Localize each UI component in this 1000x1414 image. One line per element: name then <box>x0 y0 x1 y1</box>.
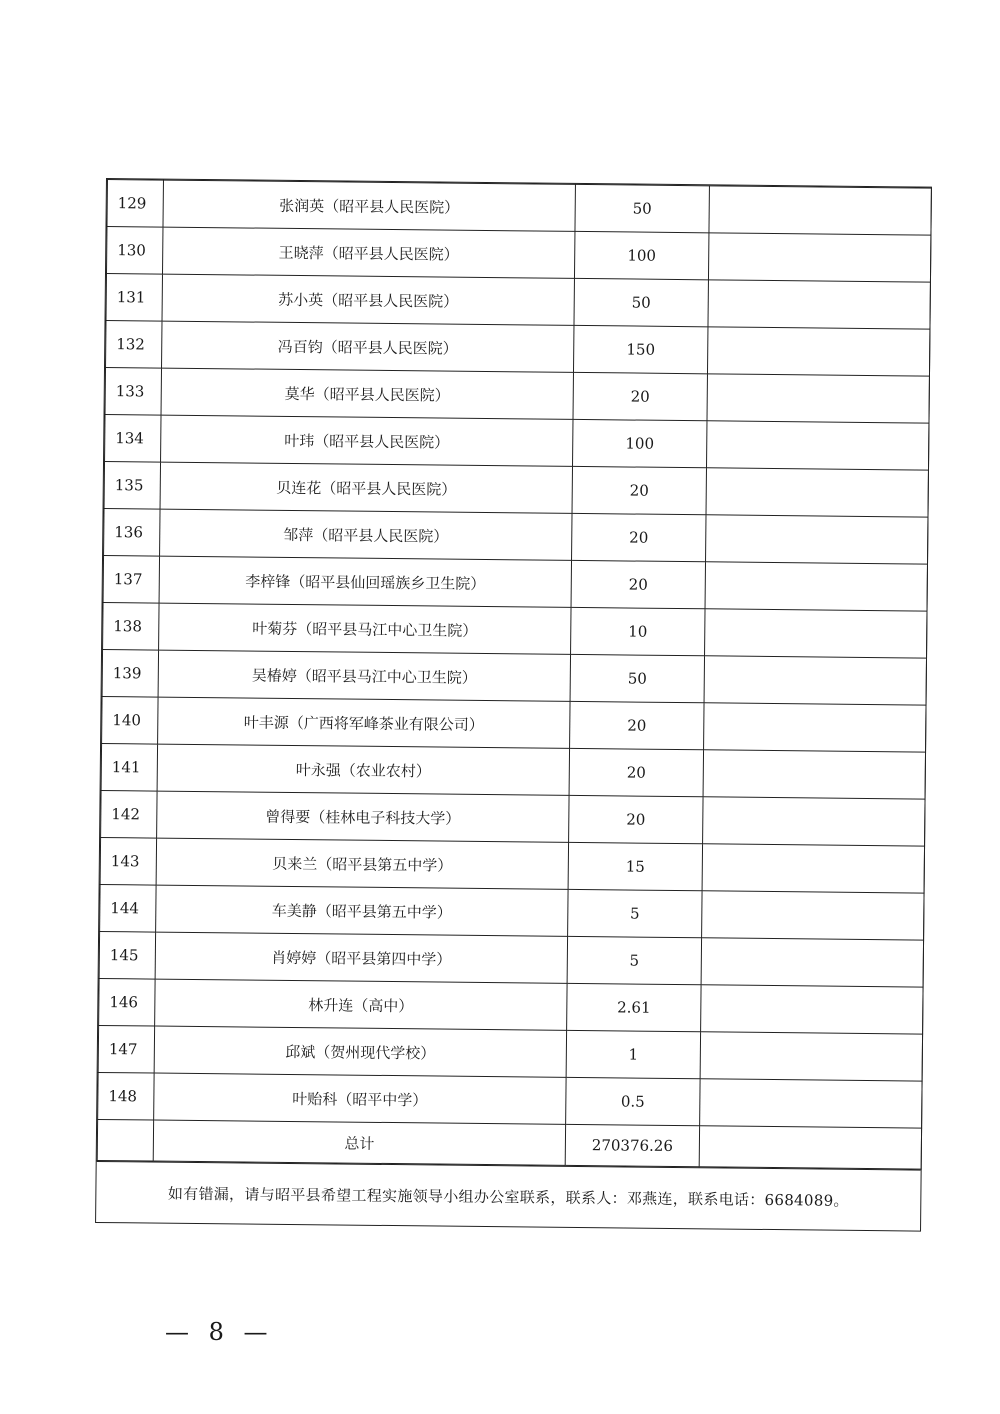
row-number: 131 <box>106 274 162 322</box>
page-number: — 8 — <box>165 1318 274 1346</box>
row-number: 132 <box>106 321 162 369</box>
table-row <box>101 790 925 846</box>
donor-name: 邱斌（贺州现代学校） <box>154 1026 566 1077</box>
table-row <box>99 978 923 1034</box>
donation-amount: 100 <box>573 419 707 467</box>
donation-table <box>95 178 932 1232</box>
donation-amount: 15 <box>568 842 702 890</box>
donation-amount: 2.61 <box>567 983 701 1031</box>
donation-amount: 50 <box>575 184 709 232</box>
donation-amount: 50 <box>574 278 708 326</box>
donation-amount: 20 <box>570 701 704 749</box>
remark-cell <box>707 374 929 423</box>
remark-cell <box>701 985 923 1034</box>
table-row <box>99 931 923 987</box>
donor-name: 苏小英（昭平县人民医院） <box>162 274 574 325</box>
remark-cell <box>705 609 927 658</box>
table-row <box>101 743 925 799</box>
row-number: 139 <box>102 649 158 697</box>
donation-amount: 20 <box>572 466 706 514</box>
donor-name: 李梓锋（昭平县仙回瑶族乡卫生院） <box>159 556 571 607</box>
donor-name: 叶玮（昭平县人民医院） <box>161 415 573 466</box>
row-number: 140 <box>102 696 158 744</box>
donor-name: 车美静（昭平县第五中学） <box>156 885 568 936</box>
row-number: 130 <box>106 227 162 275</box>
table-row <box>107 180 931 236</box>
row-number: 142 <box>101 790 157 838</box>
row-number: 136 <box>104 508 160 556</box>
remark-cell <box>706 515 928 564</box>
donor-name: 莫华（昭平县人民医院） <box>161 368 573 419</box>
donation-amount: 0.5 <box>566 1077 700 1125</box>
row-number: 141 <box>101 743 157 791</box>
donation-amount: 20 <box>573 372 707 420</box>
table-row <box>100 884 924 940</box>
donor-name: 邹萍（昭平县人民医院） <box>160 509 572 560</box>
table-row <box>105 415 929 471</box>
donation-amount: 5 <box>567 936 701 984</box>
donor-name: 贝连花（昭平县人民医院） <box>160 462 572 513</box>
row-number: 145 <box>99 931 155 979</box>
row-number: 143 <box>100 837 156 885</box>
remark-cell <box>700 1079 922 1128</box>
donor-name: 冯百钧（昭平县人民医院） <box>162 321 574 372</box>
donation-amount: 20 <box>569 795 703 843</box>
donor-name: 张润英（昭平县人民医院） <box>163 180 575 231</box>
row-number: 129 <box>107 180 163 228</box>
donor-name: 曾得要（桂林电子科技大学） <box>157 791 569 842</box>
remark-cell <box>706 468 928 517</box>
remark-cell <box>703 797 925 846</box>
donation-amount: 20 <box>572 513 706 561</box>
contact-note: 如有错漏，请与昭平县希望工程实施领导小组办公室联系，联系人：邓燕连，联系电话：6684089。 <box>96 1161 921 1231</box>
donation-amount: 50 <box>570 654 704 702</box>
remark-cell <box>704 656 926 705</box>
row-number: 147 <box>98 1025 154 1073</box>
remark-cell <box>706 421 928 470</box>
remark-cell <box>703 750 925 799</box>
donation-amount: 20 <box>569 748 703 796</box>
remark-cell <box>708 233 930 282</box>
row-number: 135 <box>104 462 160 510</box>
table-row <box>105 368 929 424</box>
table-row <box>98 1025 922 1081</box>
remark-cell <box>709 186 931 235</box>
remark-cell <box>704 703 926 752</box>
remark-cell <box>700 1032 922 1081</box>
remark-cell <box>705 562 927 611</box>
donor-name: 贝来兰（昭平县第五中学） <box>156 838 568 889</box>
donation-amount: 1 <box>566 1030 700 1078</box>
donation-amount: 10 <box>571 607 705 655</box>
remark-cell <box>708 280 930 329</box>
donation-amount: 20 <box>571 560 705 608</box>
remark-cell <box>702 844 924 893</box>
row-number: 144 <box>100 884 156 932</box>
total-remark-cell <box>699 1126 921 1169</box>
table-row <box>102 696 926 752</box>
row-number: 133 <box>105 368 161 416</box>
remark-cell <box>702 891 924 940</box>
table-row <box>106 274 930 330</box>
donor-name: 林升连（高中） <box>155 979 567 1030</box>
table-row <box>103 555 927 611</box>
table-row <box>103 602 927 658</box>
donation-amount: 5 <box>568 889 702 937</box>
table-row <box>98 1072 922 1128</box>
total-blank-cell <box>97 1119 153 1161</box>
donor-name: 叶贻科（昭平中学） <box>154 1073 566 1124</box>
table-row <box>100 837 924 893</box>
row-number: 134 <box>105 415 161 463</box>
table-row <box>102 649 926 705</box>
table-row <box>106 227 930 283</box>
row-number: 148 <box>98 1072 154 1120</box>
table-row <box>104 462 928 518</box>
donor-name: 叶菊芬（昭平县马江中心卫生院） <box>159 603 571 654</box>
row-number: 138 <box>103 602 159 650</box>
donation-amount: 100 <box>574 231 708 279</box>
table-row <box>104 508 928 564</box>
total-amount: 270376.26 <box>565 1124 699 1166</box>
total-label: 总计 <box>153 1120 565 1165</box>
donor-name: 肖婷婷（昭平县第四中学） <box>155 932 567 983</box>
donor-name: 吴椿婷（昭平县马江中心卫生院） <box>158 650 570 701</box>
table-row <box>106 321 930 377</box>
row-number: 137 <box>103 555 159 603</box>
donor-name: 王晓萍（昭平县人民医院） <box>162 227 574 278</box>
donor-name: 叶永强（农业农村） <box>157 744 569 795</box>
remark-cell <box>707 327 929 376</box>
donation-amount: 150 <box>573 325 707 373</box>
row-number: 146 <box>99 978 155 1026</box>
remark-cell <box>701 938 923 987</box>
donor-name: 叶丰源（广西将军峰茶业有限公司） <box>158 697 570 748</box>
